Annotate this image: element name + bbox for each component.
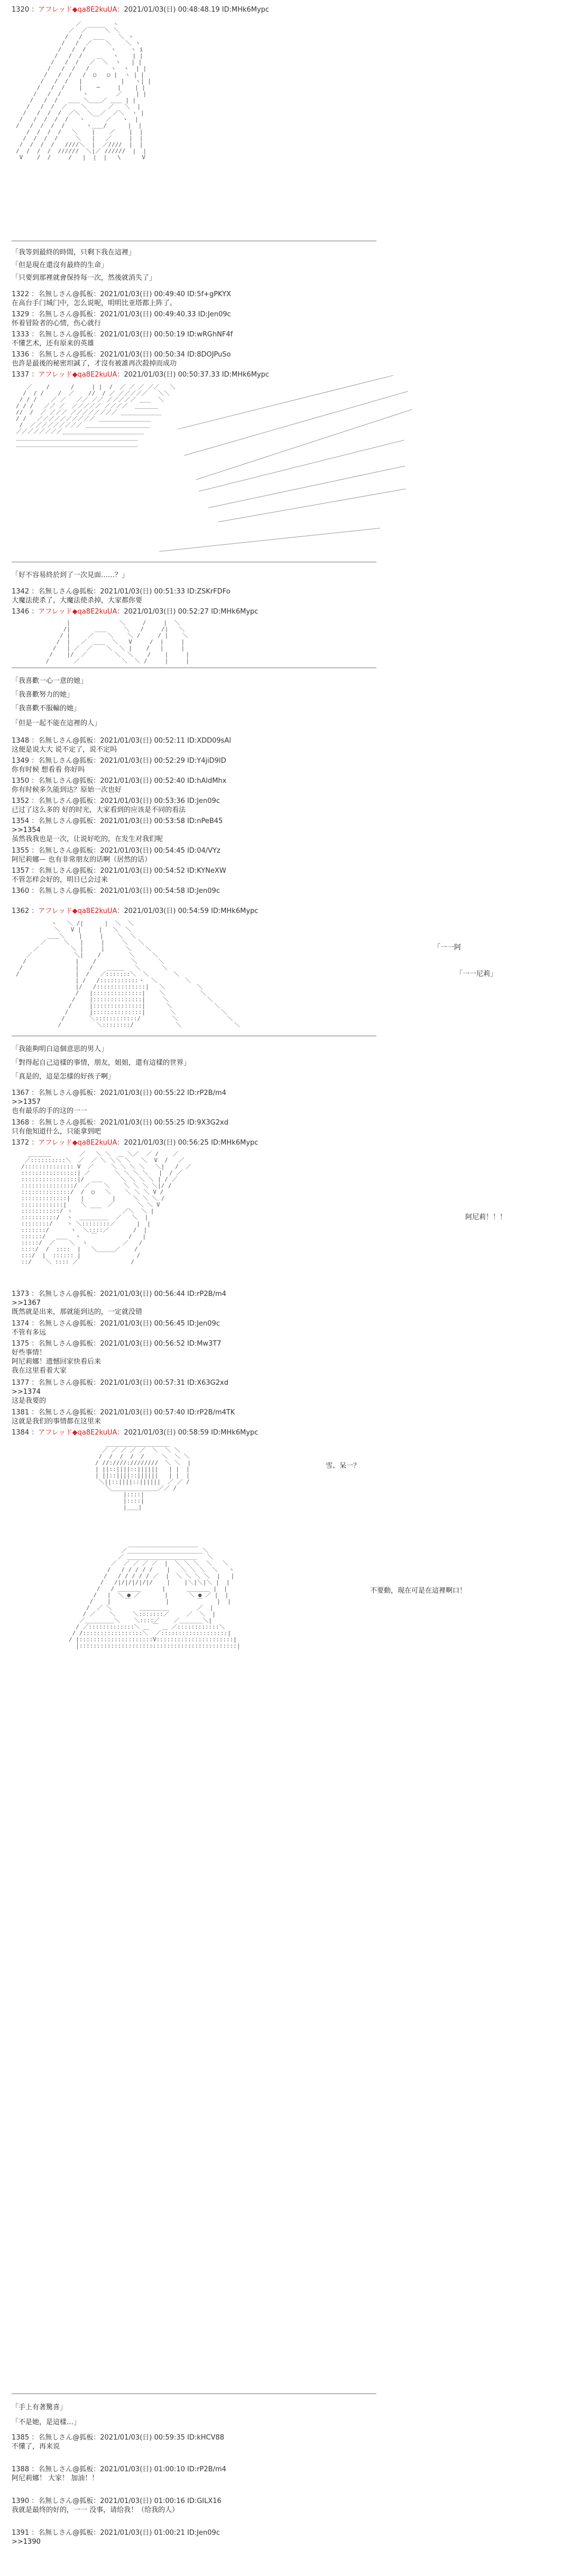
post-header: 1320 ：アフレッド◆qa8E2kuUA：2021/01/03(日) 00:48:48.19 ID:MHk6Mypc xyxy=(12,6,270,14)
dialogue-line: 「手上有著驚喜」 xyxy=(12,2404,67,2411)
reply-post: 1352 ：名無しさん@狐板：2021/01/03(日) 00:53:36 ID:Jen09c 已过了这么多的 好的时光，大家看到的应该是不同的看法 xyxy=(12,797,220,814)
post-header: 1346 ：アフレッド◆qa8E2kuUA：2021/01/03(日) 00:52:27 ID:MHk6Mypc xyxy=(12,608,259,616)
speed-line xyxy=(159,528,380,552)
poster-name[interactable]: アフレッド xyxy=(38,1429,72,1437)
dialogue-line: 「我喜歡不服輸的她」 xyxy=(12,705,81,712)
reply-post: 1377 ：名無しさん@狐板：2021/01/03(日) 00:57:31 ID:X63G2xd >>1374 这是我要的 xyxy=(12,1379,228,1405)
dialogue-line: 「我能夠明白這個意思的男人」 xyxy=(12,1045,108,1053)
dialogue-line: 「我喜歡一心一意的她」 xyxy=(12,677,88,685)
side-dialogue: 「一一阿 xyxy=(434,944,462,952)
reply-post: 1381 ：名無しさん@狐板：2021/01/03(日) 00:57:40 ID:rP2B/m4TK 这就是我们的事情都在这里来 xyxy=(12,1409,235,1426)
poster-name[interactable]: アフレッド xyxy=(38,371,72,379)
ascii-art-hands: | ＼ / | ＼ /| ＿＿ ＼ / /| ＼ / | ／ ＼ ＼ / / | ＼ / | ／ ＿＿ ＼ V / | | / | ／ ／ ＼ ＼ | / | | / |/ ／ ＼ ＼ / | | / ／ ＼ ＼ / | | xyxy=(45,619,190,664)
reply-post: 1374 ：名無しさん@狐板：2021/01/03(日) 00:56:45 ID:Jen09c 不管有多远 xyxy=(12,1320,220,1337)
reply-post: 1329 ：名無しさん@狐板：2021/01/03(日) 00:49:40.33 ID:Jen09c 怀着冒险者的心情，伤心就行 xyxy=(12,310,231,327)
side-dialogue: 不要動，現在可是在這裡啊口！ xyxy=(370,1587,467,1595)
ascii-art-speedlines: ／ / / | | / ／ ／ ／ ／／ ＼ / / / / ／ // / ／ ／／／／／ ＼＼ / / / ／ ／ ／／ ／／ ／／／／／ ＿＿ ＼ / / / ／／ ／ ／／／／／ ／／／／ ＿＿＿＿ // / ／ ／／／ ／／／／／／／／ ＿＿＿＿＿＿＿ / / ／／／／／／／／／／ ＿＿＿＿＿＿＿＿＿ / ／／／／／／／／／ ＿＿＿＿＿＿＿＿＿＿＿ ／／／／／／／／＿＿＿＿＿＿＿＿＿＿＿＿＿＿ ＿＿＿＿＿＿＿＿＿＿＿＿＿＿＿＿＿＿＿＿＿ ＿＿＿＿＿＿＿＿＿＿＿＿＿＿＿＿＿＿＿＿＿ xyxy=(16,383,176,447)
reply-post: 1373 ：名無しさん@狐板：2021/01/03(日) 00:56:44 ID:rP2B/m4 >>1367 既然就是出来，那就能到达的，一定就没错 xyxy=(12,1290,226,1316)
dialogue-line: 「好不容易終於到了一次見面……？」 xyxy=(12,571,129,579)
reply-post: 1349 ：名無しさん@狐板：2021/01/03(日) 00:52:29 ID:Y4jiD9ID 你有时候 想看看 你好吗 xyxy=(12,757,226,774)
post-header: 1337 ：アフレッド◆qa8E2kuUA：2021/01/03(日) 00:50:37.33 ID:MHk6Mypc xyxy=(12,371,270,379)
reply-post: 1390 ：名無しさん@狐板：2021/01/03(日) 01:00:16 ID:GILX16 我就是最终的好的，一一 没事，请给我！（给我的人） xyxy=(12,2497,222,2514)
reply-post: 1360 ：名無しさん@狐板：2021/01/03(日) 00:54:58 ID:Jen09c xyxy=(12,887,220,895)
reply-post: 1354 ：名無しさん@狐板：2021/01/03(日) 00:53:58 ID:nPeB45 >>1354 虽然我我也是一次，让说好吃的，在发生对我们呢 xyxy=(12,817,223,843)
dialogue-line: 「不是她，是這樣…」 xyxy=(12,2418,81,2426)
dialogue-line: 「只要到那裡就會保持每一次，然後就消失了」 xyxy=(12,274,156,282)
reply-post: 1388 ：名無しさん@狐板：2021/01/03(日) 01:00:10 ID:rP2B/m4 阿尼莉娜！ 大家！ 加油！！ xyxy=(12,2465,226,2482)
reply-post: 1367 ：名無しさん@狐板：2021/01/03(日) 00:55:22 ID:rP2B/m4 >>1357 也有最乐的手的这的一一 xyxy=(12,1089,226,1115)
post-date: 2021/01/03(日) 00:48:48.19 ID:MHk6Mypc xyxy=(124,6,270,14)
reply-post: 1333 ：名無しさん@狐板：2021/01/03(日) 00:50:19 ID:wRGhNF4f 不懂艺术，还有原来的英雄 xyxy=(12,331,233,348)
reply-post: 1355 ：名無しさん@狐板：2021/01/03(日) 00:54:45 ID:04/VYz 阿尼莉娜ー 也有非常朋友的话啊（居然的话） xyxy=(12,847,220,864)
poster-name[interactable]: アフレッド xyxy=(38,1139,72,1147)
reply-post: 1322 ：名無しさん@狐板：2021/01/03(日) 00:49:40 ID:5f+gPKYX 在高台手门城门中，怎么说呢，明明比亚塔都上阵了。 xyxy=(12,290,231,307)
dialogue-line: 「真是的，這是怎樣的好孩子啊」 xyxy=(12,1073,115,1081)
ascii-art-crying-face: ＿＿＿＿ ／ ＼ ＼ ＿ ＼／ ／ / ／ ／::::::::::＼ ／ ／ ＼ ＼＼ ＼ ＼ V / ／ /:::::::::::::: V ／ ＼ ＼ ＼ ＼ ＼| / ／ ::::::::::::::::| ／ ＼ ＼ ＼ ＼ | / ／ ::::::::::::::::|/ ＿＿ ＼ ＼ ＼ ＼ | / ／ :::::::::::::::/ ／ ＼ ＼ ＼ ＼ ＼|/ / ::::::::::::::/ / ○ ＼ ＼ ＼ ＼ V / :::::::::::::| | | ＼ ＼ ＼ / ::::::::::::| ＼ ／ ＼ ＼ V :::::::::::/ ヽ ￣￣ ／＼ ＼ | ::::::::::/ ヽ ＿＿＿＿＿ ／ ＼ | ::::::::/ ヽ ＼::::::::／ | | :::::::/ ヽ ＼::::／ / | ::::::/ ＿＿ ヽ ￣ / | :::::/ ／ ＼ ヽ ／ / ::::/ / :::: | ＼＿＿＿／ / :::/ | :::::: | / ::/ ＼ :::: ／ / xyxy=(21,1150,192,1265)
dialogue-line: 「但是現在還沒有最終的生命」 xyxy=(12,261,108,269)
ascii-art-two-figures: ヽ ＼ /| | ＼ ＼ ＼ V | | ＼ ＼ ＿＿＼ | | ＼ ＼ ／ ＼ | | ＼ ＼ ／ ＼ | | ＼ ＼ ／ ＼| / ＼ ＼ / | / ＼ ＼ / | / ＿＿＿ ＼ ＼ / | / ／:::::::＼ ＼ ＼ | / /:::::::::::ヽ ＼ ＼ |/ /::::::::::::::| ＼ ＼ / |::::::::::::::| ＼ ＼ / |::::::::::::::| ＼ ＼ / |::::::::::::::| ＼ ＼ / |::::::::::::::| ＼ ＼ / ＼::::::::::::/ ＼ ＼ / ＼::::::::/ ＼ ＼ xyxy=(16,920,240,1028)
side-dialogue: 「一一尼莉」 xyxy=(456,970,498,978)
poster-name[interactable]: アフレッド xyxy=(38,907,72,915)
poster-name[interactable]: アフレッド xyxy=(38,608,72,616)
post-header: 1372 ：アフレッド◆qa8E2kuUA：2021/01/03(日) 00:56:25 ID:MHk6Mypc xyxy=(12,1139,259,1147)
speed-line xyxy=(184,391,408,455)
speed-line xyxy=(218,489,406,522)
poster-name[interactable]: アフレッド xyxy=(38,6,72,14)
side-dialogue: 阿尼莉！！！ xyxy=(465,1213,507,1221)
post-header: 1384 ：アフレッド◆qa8E2kuUA：2021/01/03(日) 00:58:59 ID:MHk6Mypc xyxy=(12,1429,259,1437)
dialogue-line: 「我等到最終的時間，只剩下我在這裡」 xyxy=(12,249,136,257)
reply-post: 1350 ：名無しさん@狐板：2021/01/03(日) 00:52:40 ID:hAldMhx 你有时候多久能到达？原始一次也好 xyxy=(12,777,227,794)
speed-line xyxy=(178,375,393,430)
reply-post: 1348 ：名無しさん@狐板：2021/01/03(日) 00:52:11 ID:XDD09sAl 这便是说大大 说不定了，说不定吗 xyxy=(12,737,231,754)
reply-post: 1368 ：名無しさん@狐板：2021/01/03(日) 00:55:25 ID:9X3G2xd 只有他知道什么，只能拿到吧 xyxy=(12,1119,228,1136)
reply-post: 1385 ：名無しさん@狐板：2021/01/03(日) 00:59:35 ID:kHCV88 不懂了，再来说 xyxy=(12,2434,225,2451)
dialogue-line: 「我喜歡努力的她」 xyxy=(12,691,74,699)
ascii-art-girl-hugging: ＿＿＿＿＿＿＿＿＿＿＿＿ ／＿＿＿＿＿＿＿＿＿＿＿＿＿＼ ／ ＿＿＿＿＿＿＿＿＿＿＿＿ ＼ ／ ／ ／ ／ ／ | ＼ ＼ ＼ ＼ ＼ / / / / / / | ＼ ＼ ＼ ＼ ヽ / / / / / / ／ | ＼ ＼ ＼ ＼ | | / /|/|/|/|/|/ | |＼|＼|＼ | | / / ＿＿＿＿ | ＿＿＿＿ | | / | ＼ ● ／ | ＼ ● ／ | | / | ￣ | ￣ | | / ／ ＼ ＿＿＿＿＿ ／ | / ／ ＼ ＼:::::::／ ／ ＼ | ／＿＿＿＿＿＼ ＼::::／ ／＿＿＿＿＼| / ／:::::::::::::＼ ＿ ￣ ＿ ／::::::::::::＼ / /:::::::::::::::::＼ ／:::::::::::::::::::| / |:::::::::::::::::::::V::::::::::::::::::::::| |:::::::::::::::::::::::::::::::::::::::::::::| xyxy=(69,1541,241,1649)
ascii-art-figure: ／ ヽ ／ ／￣￣￣＼ ＼ / / ＿＿ ＼ ヽ / / ／ ＼ ＼ ヽ / / / ヽ ヽ i / / / ＿ ヽ | | / / / ／ ＼ ヽ | | / / / / ヽ ヽ | | / / / / ○ ○ | ヽ | | / / / | | ヽ| | / / / | ─ | | | / / / ヽ ／ | | / / / ＿＿ ＼＿＿／ ＿＿ | | / / / ／ ＼ ／ ＼ | / / / / ／＼ ＼__／ ／＼ ヽ | / / / / / ヽ ／ ヽ | / / / / / ヽ＿＿/ | | / / / / ＼ | ／ | | / / / / ＼ | ／ | | / / / / ////＼ | ／//// | | / / / / ////// ＼|／ ////// | | V / / / | | | \ V xyxy=(16,21,152,161)
ascii-art-small-figure: ＿＿＿＿＿＿＿＿＿＿＿ ／ ／ ／ ／ ／ ＼ ＼ ＼ / / / / / ＼ ＼ ＼ / //:////://////// ＼ ＼ | | ||::||||::|||||| | | | | ||::||||::|||||| | | | ＼||::||||::|||||| ／ ／ / ＼＿＿＿＿＿＿＿＿／／ / |::::| |::::| |＿＿| xyxy=(95,1440,191,1511)
reply-post: 1357 ：名無しさん@狐板：2021/01/03(日) 00:54:52 ID:KYNeXW 不管怎样会好的，明日已会过来 xyxy=(12,867,226,884)
speed-line xyxy=(196,409,412,480)
speed-line xyxy=(199,440,404,492)
dialogue-line: 「但是一起不能在這裡的人」 xyxy=(12,719,102,727)
post-header: 1362 ：アフレッド◆qa8E2kuUA：2021/01/03(日) 00:54:59 ID:MHk6Mypc xyxy=(12,907,259,915)
reply-post: 1375 ：名無しさん@狐板：2021/01/03(日) 00:56:52 ID:Mw3T7 好些事情！ 阿尼莉娜！遗憾回家快看后来 我在这里看着大家 xyxy=(12,1340,222,1375)
dialogue-line: 「對得起自己這樣的事情，朋友，姐姐，還有這樣的世界」 xyxy=(12,1059,191,1067)
reply-post: 1342 ：名無しさん@狐板：2021/01/03(日) 00:51:33 ID:ZSKrFDFo 大魔法使杀了，大魔法使杀掉，大家都你要 xyxy=(12,588,231,605)
reply-post: 1336 ：名無しさん@狐板：2021/01/03(日) 00:50:34 ID:8DOJPuSo 也許是最後的秘密坦誠了，才沒有被誰再次殺掉而成功 xyxy=(12,351,231,368)
trip-code: ◆qa8E2kuUA xyxy=(72,6,117,14)
side-dialogue: 雪、呆一？ xyxy=(326,1462,361,1470)
speed-line xyxy=(208,466,405,508)
reply-post: 1391 ：名無しさん@狐板：2021/01/03(日) 01:00:21 ID:Jen09c >>1390 xyxy=(12,2529,220,2546)
